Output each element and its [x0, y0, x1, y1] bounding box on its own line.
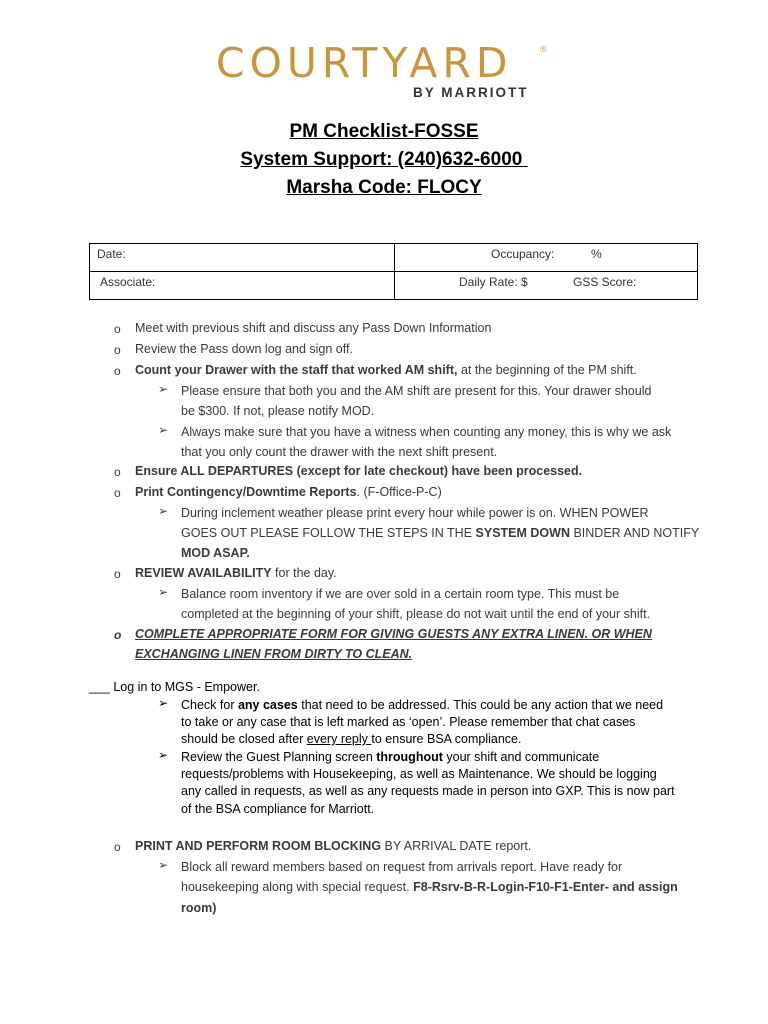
item-balance-line1: Balance room inventory if we are over sold in a certain room type. This must be — [181, 587, 620, 601]
arrow-bullet: ➢ — [158, 423, 169, 437]
arrow-bullet: ➢ — [158, 382, 169, 396]
bullet-circle: o — [114, 840, 121, 854]
arrow-bullet: ➢ — [158, 696, 169, 710]
title-system-support: System Support: (240)632-6000 — [240, 149, 528, 170]
item-weather-line3: MOD ASAP. — [181, 546, 250, 560]
daily-rate-label: Daily Rate: $ — [459, 275, 528, 289]
item-witness-line2: that you only count the drawer with the next shift present. — [181, 445, 498, 459]
blank-line: ___ — [89, 680, 110, 694]
item-weather-line2: GOES OUT PLEASE FOLLOW THE STEPS IN THE SYSTEM DOWN BINDER AND NOTIFY — [181, 526, 700, 540]
bullet-circle: o — [114, 486, 121, 500]
item-balance-line2: completed at the beginning of your shift, please do not wait until the end of your shift. — [181, 607, 651, 621]
occupancy-label: Occupancy: — [491, 247, 555, 261]
item-cases-line3: should be closed after every reply to ensure BSA compliance. — [181, 732, 522, 746]
associate-label: Associate: — [100, 275, 156, 289]
item-meet: Meet with previous shift and discuss any Pass Down Information — [135, 321, 492, 335]
courtyard-logo — [0, 40, 768, 106]
item-block-line2: housekeeping along with special request. F8-Rsrv-B-R-Login-F10-F1-Enter- and assign — [181, 880, 678, 894]
item-room-blocking: PRINT AND PERFORM ROOM BLOCKING BY ARRIVAL DATE report. — [135, 839, 532, 853]
item-cases-line1: Check for any cases that need to be addressed. This could be any action that we need — [181, 698, 664, 712]
item-ensure-line2: be $300. If not, please notify MOD. — [181, 404, 375, 418]
item-review-availability: REVIEW AVAILABILITY for the day. — [135, 566, 337, 580]
shift-info-table — [89, 243, 698, 300]
bullet-circle: o — [114, 567, 121, 581]
logo-wordmark: COURTYARD — [216, 39, 513, 87]
item-linen-line2: EXCHANGING LINEN FROM DIRTY TO CLEAN. — [135, 647, 413, 661]
gss-score-label: GSS Score: — [573, 275, 637, 289]
item-guest-planning-line1: Review the Guest Planning screen throughout your shift and communicate — [181, 750, 600, 764]
bullet-circle: o — [114, 322, 121, 336]
title-checklist: PM Checklist-FOSSE — [289, 121, 479, 142]
item-print-reports: Print Contingency/Downtime Reports. (F-Office-P-C) — [135, 485, 442, 499]
item-ensure-line1: Please ensure that both you and the AM shift are present for this. Your drawer should — [181, 384, 652, 398]
item-mgs-login: ___ Log in to MGS - Empower. — [89, 680, 260, 694]
document-heading — [0, 118, 768, 202]
bullet-circle: o — [114, 343, 121, 357]
date-label: Date: — [97, 247, 126, 261]
item-linen-line1: COMPLETE APPROPRIATE FORM FOR GIVING GUESTS ANY EXTRA LINEN. OR WHEN — [135, 627, 652, 641]
bullet-circle: o — [114, 628, 122, 642]
item-guest-planning-line2: requests/problems with Housekeeping, as well as Maintenance. We should be logging — [181, 767, 657, 781]
logo-tagline: BY MARRIOTT — [413, 85, 529, 100]
item-block-line1: Block all reward members based on request from arrivals report. Have ready for — [181, 860, 623, 874]
bullet-circle: o — [114, 364, 121, 378]
item-count-drawer: Count your Drawer with the staff that worked AM shift, at the beginning of the PM shift. — [135, 363, 637, 377]
associate-cell — [90, 272, 395, 300]
arrow-bullet: ➢ — [158, 585, 169, 599]
item-guest-planning-line4: of the BSA compliance for Marriott. — [181, 802, 375, 816]
bullet-circle: o — [114, 465, 121, 479]
item-guest-planning-line3: any called in requests, as well as any requests made in person into GXP. This is now part — [181, 784, 675, 798]
occupancy-cell — [395, 244, 698, 272]
item-witness-line1: Always make sure that you have a witness when counting any money, this is why we ask — [181, 425, 672, 439]
logo-registered-mark: ® — [540, 44, 547, 54]
item-cases-line2: to take or any case that is left marked as ‘open’. Please remember that chat cases — [181, 715, 636, 729]
item-block-line3: room) — [181, 901, 217, 915]
occupancy-percent: % — [591, 247, 602, 261]
arrow-bullet: ➢ — [158, 504, 169, 518]
arrow-bullet: ➢ — [158, 748, 169, 762]
item-departures: Ensure ALL DEPARTURES (except for late checkout) have been processed. — [135, 464, 583, 478]
arrow-bullet: ➢ — [158, 858, 169, 872]
item-weather-line1: During inclement weather please print every hour while power is on. WHEN POWER — [181, 506, 649, 520]
item-review-log: Review the Pass down log and sign off. — [135, 342, 353, 356]
date-cell — [90, 244, 395, 272]
rate-cell — [395, 272, 698, 300]
title-marsha-code: Marsha Code: FLOCY — [286, 177, 482, 198]
